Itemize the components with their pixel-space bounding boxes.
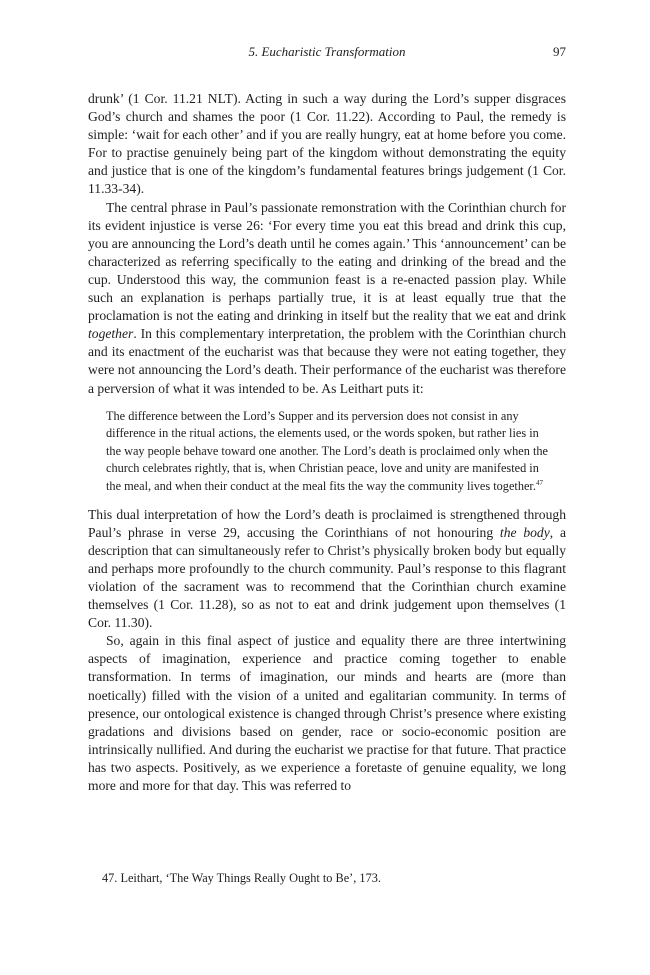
paragraph-3-text-a: This dual interpretation of how the Lord’s death is proclaimed is strengthened through Paul’s phrase in verse 29, accusing the Corinthians of not honouring [88,506,566,540]
paragraph-2 [88,199,566,398]
body-text [88,90,566,795]
running-head [88,44,566,64]
paragraph-2-emphasis: together [88,326,134,342]
paragraph-3 [88,506,566,633]
page-number: 97 [553,44,566,59]
chapter-title: 5. Eucharistic Transformation [248,44,406,59]
footnote-reference: 47 [535,478,543,487]
paragraph-1: drunk’ (1 Cor. 11.21 NLT). Acting in such a way during the Lord’s supper disgraces God’s church and shames the poor (1 Cor. 11.22). According to Paul, the remedy is simple: ‘wait for each other’ and if you are really hungry, eat at home before you come. For to practise genuinely being part of the kingdom without demonstrating the equity and justice that is one of the kingdom’s fundamental features brings judgement (1 Cor. 11.33-34). [88,91,566,197]
paragraph-3-emphasis: the body [499,524,550,540]
paragraph-3-text-b: , a description that can simultaneously refer to Christ’s physically broken body but equally and perhaps more profoundly to the church community. Paul’s response to this flagrant violation of the sacrament was to recommend that the Corinthian church examine themselves (1 Cor. 11.28), so as not to eat and drink judgement upon themselves (1 Cor. 11.30). [88,524,566,631]
block-quote-text: The difference between the Lord’s Supper and its perversion does not consist in any difference in the ritual actions, the elements used, or the words spoken, but rather lies in the way people behave toward one another. The Lord’s death is proclaimed only when the church celebrates rightly, that is, when Christian peace, love and unity are manifested in the meal, and when their conduct at the meal fits the way the community lives together. [106,408,548,493]
footnote: 47. Leithart, ‘The Way Things Really Ought to Be’, 173. [102,871,381,885]
paragraph-4: So, again in this final aspect of justice and equality there are three intertwining aspects of imagination, experience and practice coming together to enable transformation. In terms of imagination, our minds and hearts are (more than noetically) filled with the vision of a united and egalitarian community. In terms of presence, our ontological existence is changed through Christ’s presence where existing gradations and divisions based on gender, race or socio-economic position are intrinsically nullified. And during the eucharist we practise for that future. That practice has two aspects. Positively, as we experience a foretaste of genuine equality, we long more and more for that day. This was referred to [88,633,566,793]
paragraph-2-text-b: . In this complementary interpretation, the problem with the Corinthian church and its enactment of the eucharist was that because they were not eating together, they were not announcing the Lord’s death. Their performance of the eucharist was therefore a perversion of what it was intended to be. As Leithart puts it: [88,326,566,396]
block-quote [106,408,548,496]
paragraph-2-text-a: The central phrase in Paul’s passionate remonstration with the Corinthian church for its evident injustice is verse 26: ‘For every time you eat this bread and drink this cup, you are announcing the Lord’s death until he comes again.’ This ‘announcement’ can be characterized as referring specifically to the eating and drinking of the bread and the cup. Understood this way, the communion feast is a re-enacted passion play. While such an explanation is perhaps partially true, it is at least equally true that the proclamation is not the eating and drinking in itself but the reality that we eat and drink [88,199,566,324]
